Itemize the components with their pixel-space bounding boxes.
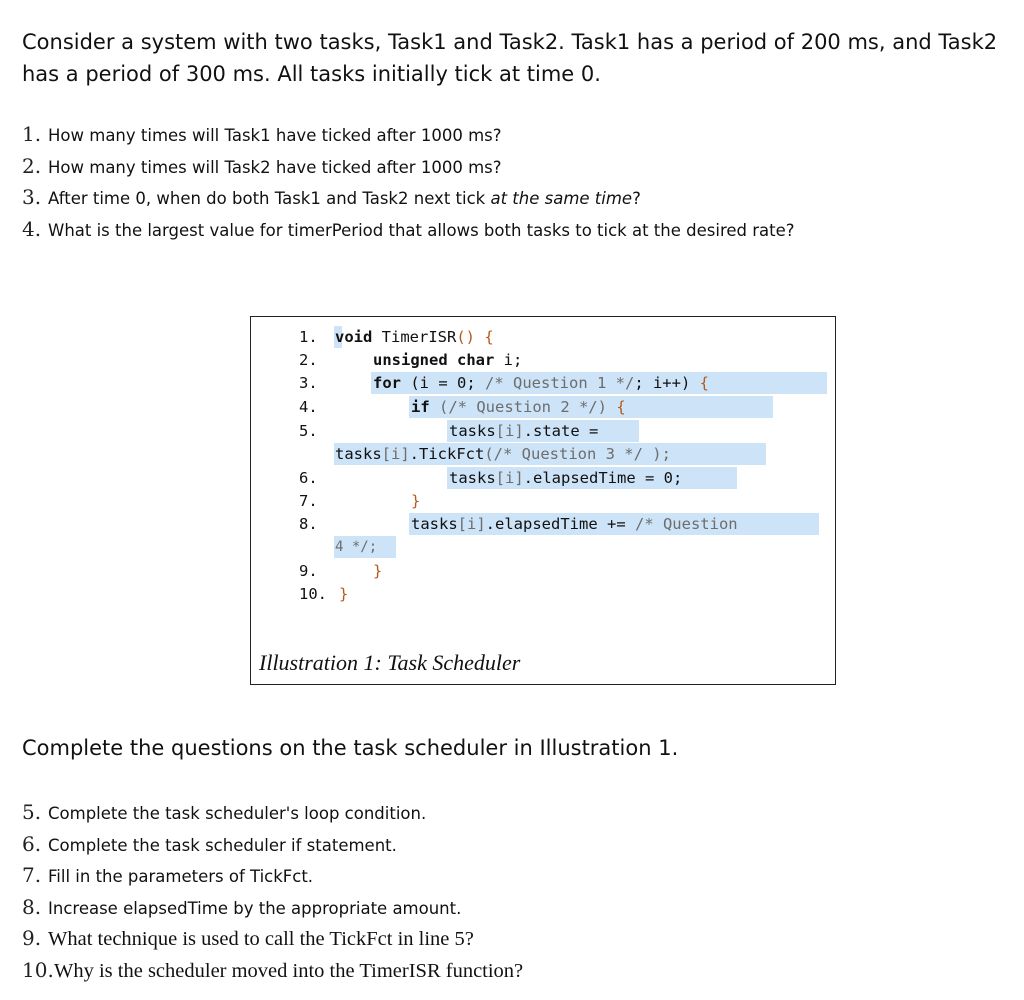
- list-item: [22, 185, 795, 217]
- question-text: [48, 189, 641, 208]
- line-number: 3.: [299, 374, 318, 392]
- code-text: [i]: [495, 422, 524, 440]
- code-line-2: [373, 349, 522, 371]
- question-number: 10.: [22, 957, 54, 982]
- code-text: tasks: [449, 422, 496, 440]
- question-number: 1.: [22, 122, 42, 146]
- code-comment: /* Question: [634, 515, 738, 533]
- question-list-part1: [22, 122, 795, 248]
- question-text: Increase elapsedTime by the appropriate amount.: [48, 898, 462, 918]
- code-text: i;: [494, 351, 523, 369]
- line-number: 8.: [299, 515, 318, 533]
- question-text-post: ?: [632, 189, 641, 208]
- intro-paragraph: Consider a system with two tasks, Task1 and Task2. Task1 has a period of 200 ms, and Task2 has a period of 300 ms. All tasks initially tick at time 0.: [22, 30, 998, 86]
- code-line-4: if (/* Question 2 */) {: [411, 398, 626, 416]
- code-line-5-wrap: [335, 443, 671, 465]
- code-text: .elapsedTime +=: [485, 515, 635, 533]
- question-number: 9.: [22, 926, 42, 950]
- line-number: 7.: [299, 492, 318, 510]
- code-line-10: }: [339, 585, 349, 603]
- question-text: How many times will Task2 have ticked after 1000 ms?: [48, 157, 502, 177]
- question-list-part2: [22, 800, 523, 989]
- code-text: TimerISR: [372, 328, 457, 346]
- question-number: 2.: [22, 153, 42, 178]
- line-number: 10.: [299, 585, 327, 603]
- code-text: tasks: [411, 515, 458, 533]
- list-item: [22, 800, 523, 832]
- code-comment: (/* Question 2 */): [429, 398, 617, 416]
- question-number: 5.: [22, 800, 42, 824]
- list-item: [22, 217, 795, 249]
- question-number: 3.: [22, 185, 42, 209]
- instruction-text: Complete the questions on the task scheduler in Illustration 1.: [22, 736, 679, 760]
- keyword: void: [335, 328, 373, 346]
- code-line-5: [449, 420, 598, 442]
- question-number: 8.: [22, 894, 42, 919]
- list-item: [22, 154, 795, 186]
- keyword: if: [411, 398, 430, 416]
- question-text: Why is the scheduler moved into the TimerISR function?: [54, 959, 524, 982]
- code-comment: /* Question 1 */: [485, 374, 635, 392]
- question-text: What is the largest value for timerPeriod that allows both tasks to tick at the desired rate?: [48, 220, 795, 240]
- question-number: 4.: [22, 216, 42, 241]
- code-text: = 0;: [438, 374, 485, 392]
- keyword: unsigned char: [373, 351, 495, 369]
- question-text: What technique is used to call the TickFct in line 5?: [48, 928, 474, 950]
- code-text: tasks: [335, 445, 382, 463]
- code-text: [i]: [381, 445, 410, 463]
- code-line-9: }: [373, 562, 383, 580]
- code-text: [i]: [457, 515, 486, 533]
- code-line-8: [411, 513, 738, 535]
- line-number: 6.: [299, 469, 318, 487]
- code-text: .state =: [523, 422, 599, 440]
- list-item: [22, 895, 523, 927]
- keyword: for: [373, 374, 401, 392]
- code-line-3: for (i = 0; /* Question 1 */; i++) {: [373, 374, 709, 392]
- list-item: [22, 832, 523, 864]
- list-item: [22, 926, 523, 958]
- code-text: [i]: [495, 469, 524, 487]
- line-number: 2.: [299, 351, 318, 369]
- question-text-emphasis: at the same time: [490, 189, 633, 208]
- question-text: How many times will Task1 have ticked after 1000 ms?: [48, 126, 502, 145]
- code-line-8-wrap: 4 */;: [335, 539, 378, 555]
- code-text: .elapsedTime = 0;: [523, 469, 683, 487]
- code-line-7: }: [411, 492, 421, 510]
- question-text: Complete the task scheduler's loop condition.: [48, 804, 427, 823]
- question-number: 7.: [22, 863, 42, 887]
- code-text: ; i++): [634, 374, 700, 392]
- line-number: 9.: [299, 562, 318, 580]
- figure-caption: Illustration 1: Task Scheduler: [259, 650, 521, 675]
- code-line-1: void TimerISR() {: [335, 328, 494, 346]
- question-text: Fill in the parameters of TickFct.: [48, 867, 314, 886]
- list-item: [22, 958, 523, 990]
- code-text: .TickFct: [409, 445, 485, 463]
- list-item: [22, 122, 795, 154]
- question-number: 6.: [22, 831, 42, 856]
- line-number: 5.: [299, 422, 318, 440]
- code-line-6: [449, 467, 682, 489]
- line-number: 1.: [299, 328, 318, 346]
- line-number: 4.: [299, 398, 318, 416]
- code-figure: [250, 316, 836, 685]
- code-text: tasks: [449, 469, 496, 487]
- code-comment: (/* Question 3 */ );: [484, 445, 671, 463]
- question-text-pre: After time 0, when do both Task1 and Task2 next tick: [48, 189, 491, 208]
- question-text: Complete the task scheduler if statement.: [48, 835, 397, 855]
- code-text: (i: [401, 374, 439, 392]
- list-item: [22, 863, 523, 895]
